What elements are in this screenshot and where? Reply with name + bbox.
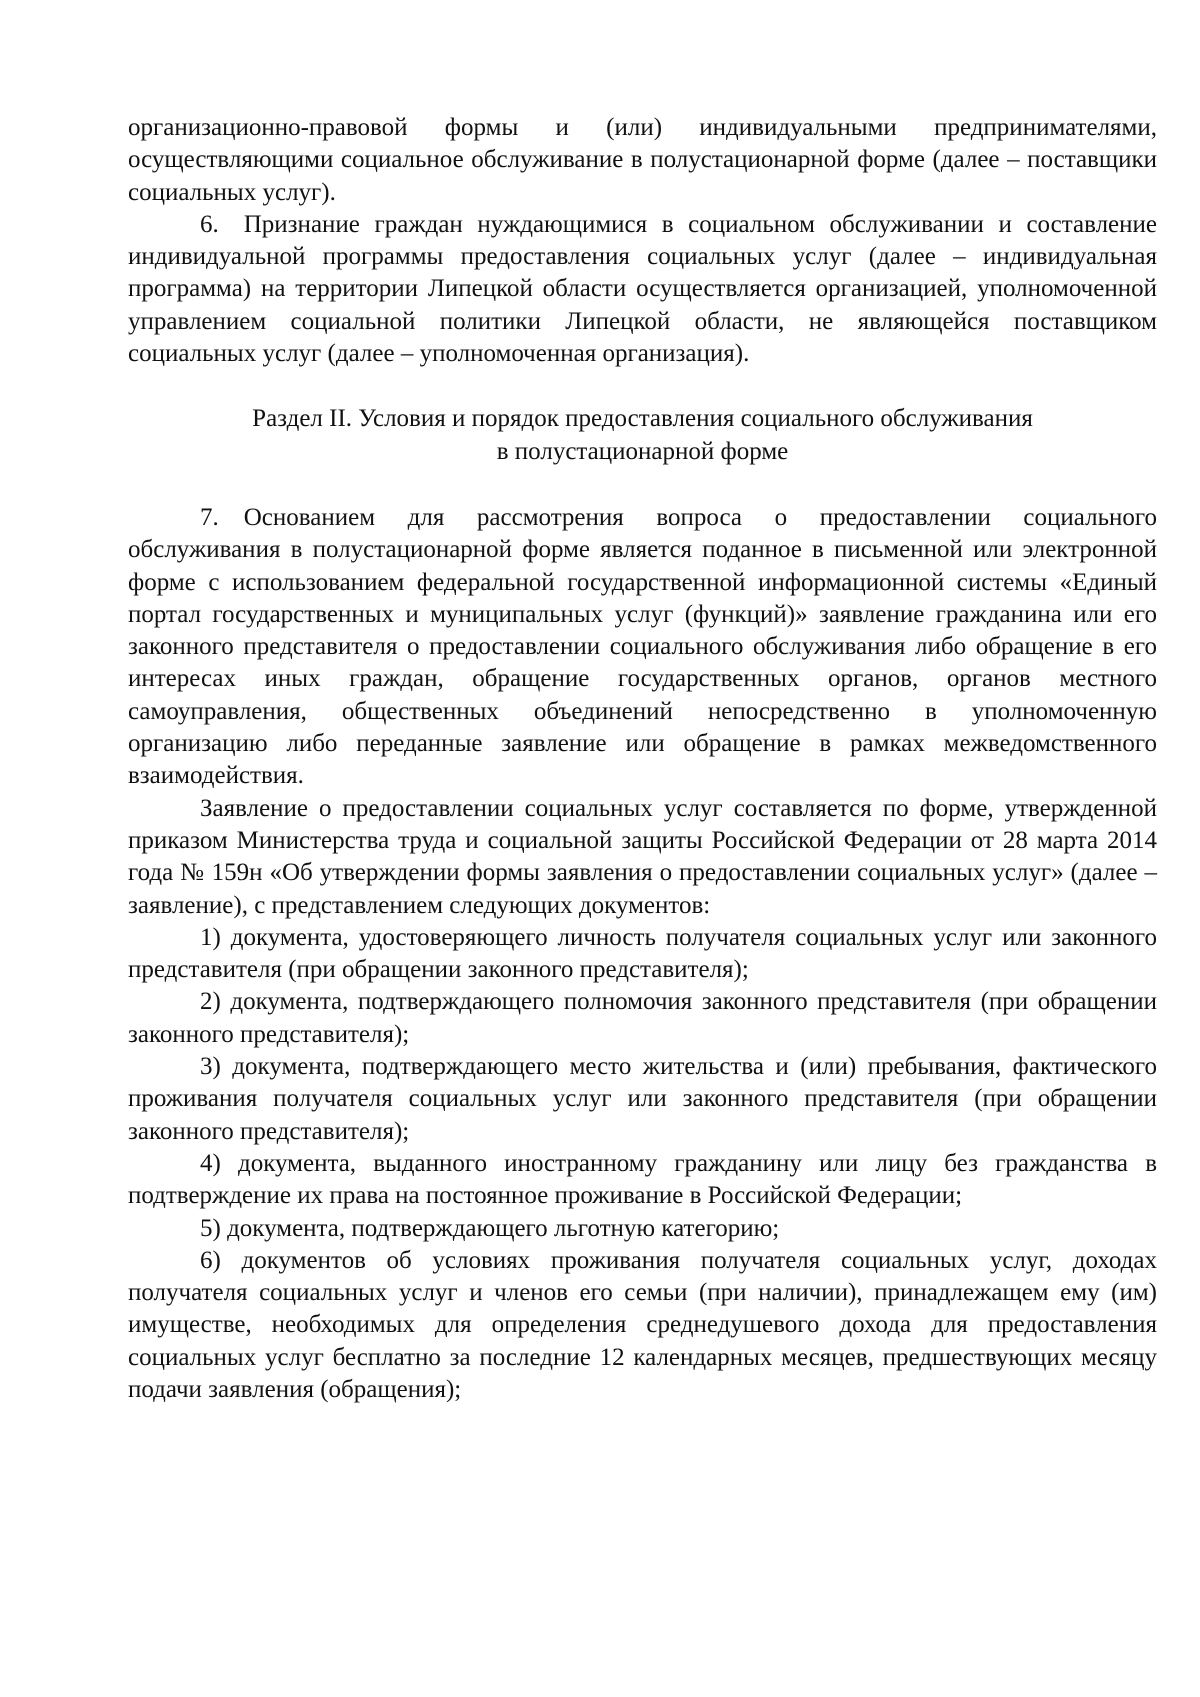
section-heading-line-1: Раздел II. Условия и порядок предоставления социального обслуживания [252,405,1033,433]
paragraph-7: 7. Основанием для рассмотрения вопроса о предоставлении социального обслуживания в полустационарной форме является поданное в письменной или электронной форме с использованием федеральной государственной информационной системы «Единый портал государственных и муниципальных услуг (функций)» заявление гражданина или его законного представителя о предоставлении социального обслуживания либо обращение в его интересах иных граждан, обращение государственных органов, органов местного самоуправления, общественных объединений непосредственно в уполномоченную организацию либо переданные заявление или обращение в рамках межведомственного взаимодействия. [128,503,1157,790]
paragraph-6: 6. Признание граждан нуждающимися в социальном обслуживании и составление индивидуальной программы предоставления социальных услуг (далее – индивидуальная программа) на территории Липецкой области осуществляется организацией, уполномоченной управлением социальной политики Липецкой области, не являющейся поставщиком социальных услуг (далее – уполномоченная организация). [128,210,1157,368]
list-item: 2) документа, подтверждающего полномочия законного представителя (при обращении законного представителя); [128,988,1157,1048]
list-item: 5) документа, подтверждающего льготную категорию; [200,1214,780,1242]
list-item: 4) документа, выданного иностранному гражданину или лицу без гражданства в подтверждение их права на постоянное проживание в Российской Федерации; [128,1149,1157,1210]
list-item: 6) документов об условиях проживания получателя социальных услуг, доходах получателя социальных услуг и членов его семьи (при наличии), принадлежащем ему (им) имуществе, необходимых для определения среднедушевого дохода для предоставления социальных услуг бесплатно за последние 12 календарных месяцев, предшествующих месяцу подачи заявления (обращения); [128,1246,1157,1403]
section-heading-line-2: в полустационарной форме [496,437,789,465]
paragraph-application: Заявление о предоставлении социальных услуг составляется по форме, утвержденной приказом Министерства труда и социальной защиты Российской Федерации от 28 марта 2014 года № 159н «Об утверждении формы заявления о предоставлении социальных услуг» (далее – заявление), с представлением следующих документов: [128,794,1157,919]
section-heading [128,403,1157,468]
list-item: 3) документа, подтверждающего место жительства и (или) пребывания, фактического проживания получателя социальных услуг или законного представителя (при обращении законного представителя); [128,1053,1157,1145]
list-item: 1) документа, удостоверяющего личность получателя социальных услуг или законного представителя (при обращении законного представителя); [128,923,1157,984]
paragraph-continuation: организационно-правовой формы и (или) индивидуальными предпринимателями, осуществляющими социальное обслуживание в полустационарной форме (далее – поставщики социальных услуг). [128,114,1157,206]
document-body [128,112,1157,1406]
